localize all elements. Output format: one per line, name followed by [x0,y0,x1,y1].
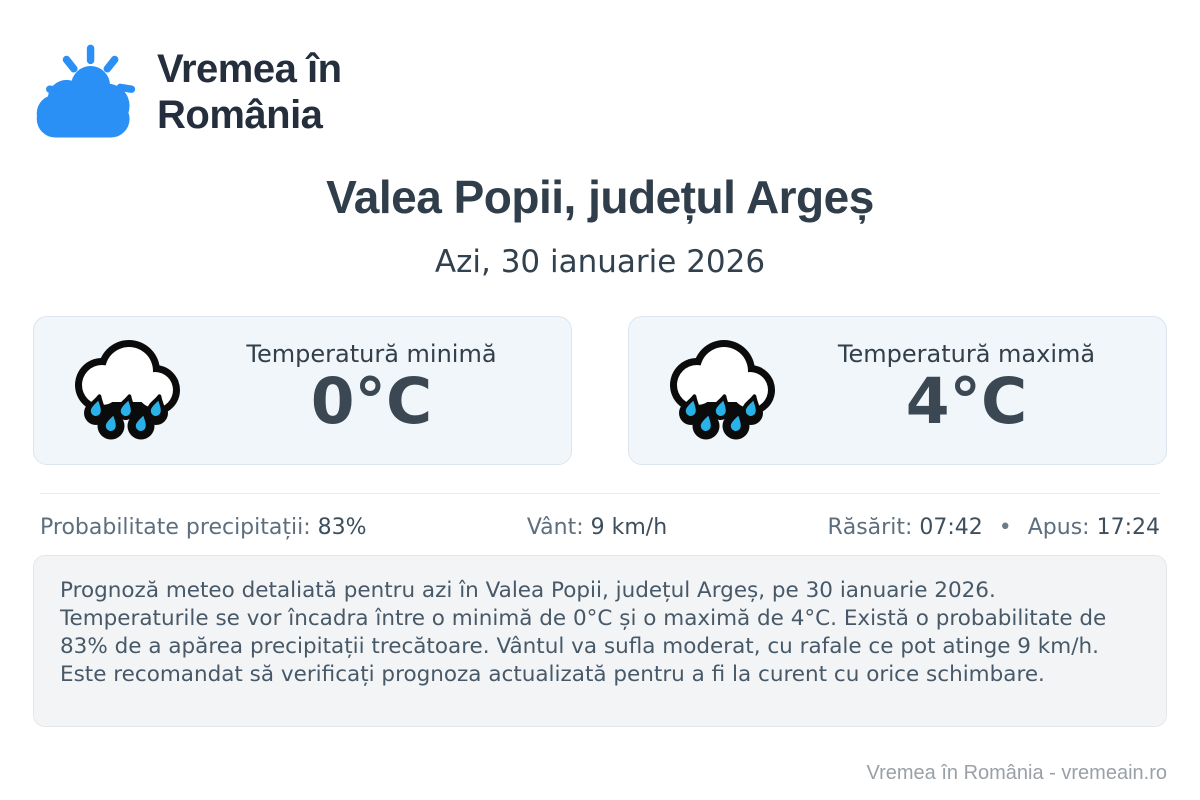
max-temperature-label: Temperatură maximă [837,340,1096,369]
precipitation-label: Probabilitate precipitații: [40,515,311,540]
footer-credit: Vremea în România - vremeain.ro [866,762,1167,784]
max-temperature-value: 4°C [905,365,1028,439]
wind-value: 9 km/h [590,515,668,540]
min-temperature-value: 0°C [310,365,433,439]
stats-row [33,515,1167,540]
forecast-box [33,555,1167,727]
precipitation-stat [40,515,367,540]
rain-cloud-icon [66,338,186,444]
brand-line1: Vremea în [157,47,342,91]
date-subtitle: Azi, 30 ianuarie 2026 [434,244,766,280]
stats-divider [40,493,1160,494]
rain-cloud-icon [661,338,781,444]
brand-line2: România [157,93,323,137]
brand-header [33,0,1167,144]
page-title: Valea Popii, județul Argeș [326,171,874,223]
temperature-cards [33,316,1167,465]
sunset-value: 17:24 [1096,515,1160,540]
min-temperature-text [186,340,557,439]
sunrise-value: 07:42 [919,515,983,540]
max-temperature-card [628,316,1167,465]
sun-times-stat [827,515,1160,540]
min-temperature-card [33,316,572,465]
precipitation-value: 83% [317,515,367,540]
forecast-text: Prognoză meteo detaliată pentru azi în Valea Popii, județul Argeș, pe 30 ianuarie 2026. Temperaturile se vor încadra între o minimă de 0°C și o maximă de 4°C. Există o probabilitate de 83% de a apărea precipitații trecătoare. Vântul va sufla moderat, cu rafale ce pot atinge 9 km/h. Este recomandat să verificați prognoza actualizată pentru a fi la curent cu orice schimbare. [60,578,1107,687]
max-temperature-text [781,340,1152,439]
bullet-separator: • [998,515,1012,540]
brand-wordmark [157,46,342,138]
sun-cloud-icon [33,40,137,144]
sunset-label: Apus: [1027,515,1090,540]
wind-stat [527,515,667,540]
sunrise-label: Răsărit: [827,515,913,540]
wind-label: Vânt: [526,515,584,540]
min-temperature-label: Temperatură minimă [246,340,497,369]
